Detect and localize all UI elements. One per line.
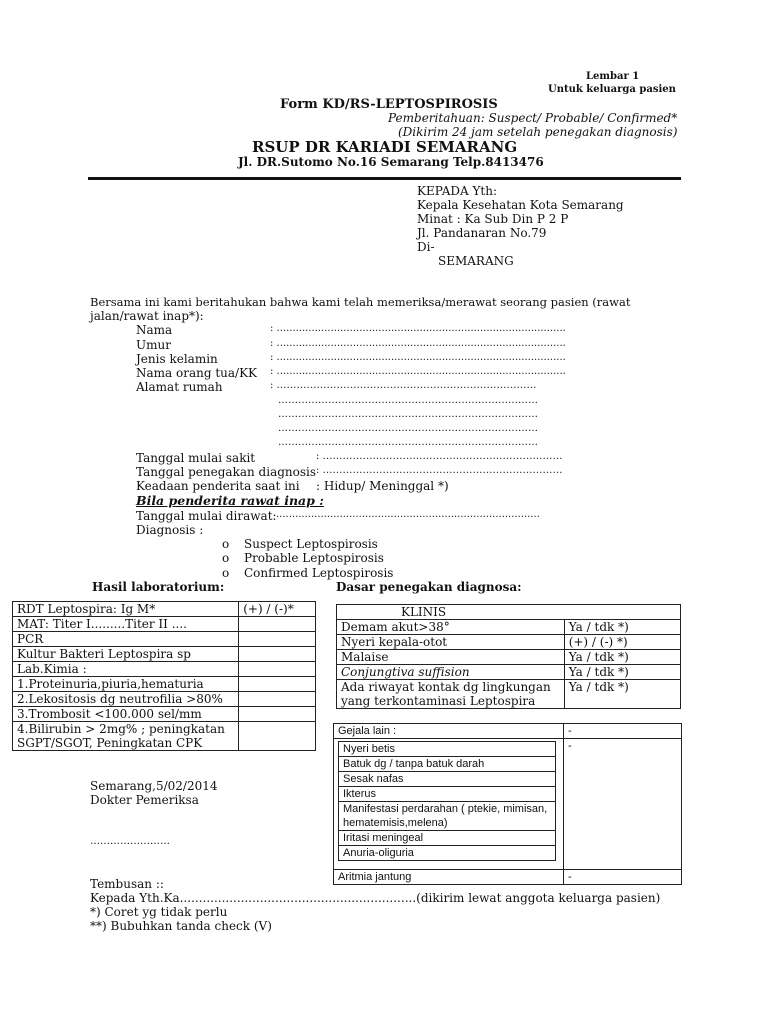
onset-field: : ………………………………………………………………	[316, 451, 563, 462]
notice-line2: (Dikirim 24 jam setelah penegakan diagnosis)	[398, 125, 678, 139]
list-item	[339, 742, 556, 757]
recipient-line4: Jl. Pandanaran No.79	[417, 226, 547, 240]
recipient-line6: SEMARANG	[438, 254, 514, 268]
place-date: Semarang,5/02/2014	[90, 779, 218, 793]
clinical-value: (+) / (-) *)	[564, 635, 680, 650]
sheet-label: Lembar 1	[586, 71, 640, 82]
signature-role: Dokter Pemeriksa	[90, 793, 199, 807]
recipient-line2: Kepala Kesehatan Kota Semarang	[417, 198, 624, 212]
table-row	[13, 707, 316, 722]
symptom-value: -	[563, 870, 681, 885]
symptom-item: Iritasi meningeal	[339, 831, 556, 846]
address-line3: ……………………………………………………………………	[278, 409, 538, 420]
footnote-1: *) Coret yg tidak perlu	[90, 905, 228, 919]
other-symptoms-header: Gejala lain :	[334, 724, 564, 739]
parent-label: Nama orang tua/KK	[136, 366, 258, 380]
address-label: Alamat rumah	[136, 380, 223, 394]
other-symptoms-header-value: -	[563, 724, 681, 739]
lab-result	[239, 692, 316, 707]
intro-line2: jalan/rawat inap*):	[90, 309, 204, 323]
clinical-value: Ya / tdk *)	[564, 620, 680, 635]
lab-table	[12, 601, 316, 751]
table-row	[337, 635, 681, 650]
lab-heading: Hasil laboratorium:	[92, 580, 225, 594]
lab-test: 1.Proteinuria,piuria,hematuria	[13, 677, 239, 692]
lab-test: 2.Lekositosis dg neutrofilia >80%	[13, 692, 239, 707]
lab-result	[239, 662, 316, 677]
lab-result	[239, 632, 316, 647]
lab-test: 3.Trombosit <100.000 sel/mm	[13, 707, 239, 722]
clinical-sign: Nyeri kepala-otot	[337, 635, 565, 650]
lab-result	[239, 647, 316, 662]
symptom-item: Anuria-oliguria	[339, 846, 556, 861]
clinical-sign: Conjungtiva suffision	[337, 665, 565, 680]
table-row	[334, 724, 682, 739]
table-row	[337, 605, 681, 620]
lab-result	[239, 617, 316, 632]
recipient-line5: Di-	[417, 240, 435, 254]
option-label: Confirmed Leptospirosis	[244, 566, 394, 580]
list-item	[339, 787, 556, 802]
footnote-2: **) Bubuhkan tanda check (V)	[90, 919, 272, 933]
hospital-address: Jl. DR.Sutomo No.16 Semarang Telp.8413476	[238, 155, 544, 169]
bullet-icon: o	[222, 566, 230, 580]
diagnosis-option	[222, 537, 378, 551]
state-label: Keadaan penderita saat ini	[136, 479, 300, 493]
klinis-table	[336, 604, 681, 709]
symptom-item: Sesak nafas	[339, 772, 556, 787]
table-row	[13, 617, 316, 632]
symptom-list	[338, 741, 556, 861]
hospital-name: RSUP DR KARIADI SEMARANG	[252, 138, 518, 156]
cc-label: Tembusan ::	[90, 877, 164, 891]
clinical-sign: Demam akut>38°	[337, 620, 565, 635]
table-row	[337, 620, 681, 635]
address-line5: ……………………………………………………………………	[278, 437, 538, 448]
clinical-sign: Ada riwayat kontak dg lingkungan yang terkontaminasi Leptospira	[337, 680, 565, 709]
other-symptoms-table	[333, 723, 682, 885]
lab-result	[239, 677, 316, 692]
symptom-list-cell	[334, 739, 564, 870]
symptom-item: Ikterus	[339, 787, 556, 802]
option-label: Probable Leptospirosis	[244, 551, 384, 565]
onset-label: Tanggal mulai sakit	[136, 451, 256, 465]
table-row	[334, 870, 682, 885]
basis-heading: Dasar penegakan diagnosa:	[336, 580, 522, 594]
sex-field: : ...........................................................................................	[270, 352, 566, 363]
table-row	[13, 662, 316, 677]
address-line2: ……………………………………………………………………	[278, 395, 538, 406]
diagnosis-label: Diagnosis :	[136, 523, 204, 537]
name-field: : ...........................................................................................	[270, 323, 566, 334]
name-label: Nama	[136, 323, 173, 337]
sex-label: Jenis kelamin	[136, 352, 218, 366]
diag-date-field: : ………………………………………………………………	[316, 465, 563, 476]
table-row	[337, 665, 681, 680]
state-field: : Hidup/ Meninggal *)	[316, 479, 449, 493]
list-item	[339, 757, 556, 772]
table-row	[337, 650, 681, 665]
table-row	[13, 722, 316, 751]
recipient-line3: Minat : Ka Sub Din P 2 P	[417, 212, 569, 226]
table-row	[13, 647, 316, 662]
symptom-item: Aritmia jantung	[334, 870, 564, 885]
symptom-item: Nyeri betis	[339, 742, 556, 757]
table-row	[337, 680, 681, 709]
table-row	[13, 677, 316, 692]
lab-result	[239, 722, 316, 751]
symptom-item: Batuk dg / tanpa batuk darah	[339, 757, 556, 772]
table-row	[334, 739, 682, 870]
sheet-note: Untuk keluarga pasien	[548, 84, 676, 95]
diagnosis-option	[222, 551, 384, 565]
address-field: : ……………………………………………………………………	[270, 380, 537, 391]
lab-test: Kultur Bakteri Leptospira sp	[13, 647, 239, 662]
list-item	[339, 831, 556, 846]
signature-blank: ……………………	[90, 836, 170, 847]
clinical-value: Ya / tdk *)	[564, 650, 680, 665]
diagnosis-option	[222, 566, 393, 580]
symptom-list-value: -	[563, 739, 681, 870]
recipient-line1: KEPADA Yth:	[417, 184, 497, 198]
bullet-icon: o	[222, 551, 230, 565]
diag-date-label: Tanggal penegakan diagnosis	[136, 465, 317, 479]
lab-test: PCR	[13, 632, 239, 647]
clinical-value: Ya / tdk *)	[564, 665, 680, 680]
clinical-value: Ya / tdk *)	[564, 680, 680, 709]
admit-field: ...................................................................................	[276, 509, 540, 520]
lab-test: Lab.Kimia :	[13, 662, 239, 677]
lab-test: RDT Leptospira: Ig M*	[13, 602, 239, 617]
list-item	[339, 772, 556, 787]
age-field: : ...........................................................................................	[270, 338, 566, 349]
age-label: Umur	[136, 338, 171, 352]
header-divider	[88, 177, 681, 180]
notice-line1: Pemberitahuan: Suspect/ Probable/ Confirmed*	[388, 111, 678, 125]
address-line4: ……………………………………………………………………	[278, 423, 538, 434]
inpatient-heading: Bila penderita rawat inap :	[136, 493, 324, 508]
parent-field: : ...........................................................................................	[270, 366, 566, 377]
intro-line1: Bersama ini kami beritahukan bahwa kami telah memeriksa/merawat seorang pasien (rawat	[90, 295, 631, 309]
bullet-icon: o	[222, 537, 230, 551]
lab-test: 4.Bilirubin > 2mg% ; peningkatan SGPT/SGOT, Peningkatan CPK	[13, 722, 239, 751]
table-row	[13, 692, 316, 707]
list-item	[339, 846, 556, 861]
clinical-sign: Malaise	[337, 650, 565, 665]
form-code: Form KD/RS-LEPTOSPIROSIS	[280, 97, 498, 112]
list-item	[339, 802, 556, 831]
klinis-header: KLINIS	[337, 605, 681, 620]
option-label: Suspect Leptospirosis	[244, 537, 378, 551]
symptom-item: Manifestasi perdarahan ( ptekie, mimisan, hematemisis,melena)	[339, 802, 556, 831]
table-row	[13, 632, 316, 647]
cc-line: Kepada Yth.Ka..............................................................(dikirim lewat anggota keluarga pasien)	[90, 891, 661, 905]
lab-test: MAT: Titer I.........Titer II ....	[13, 617, 239, 632]
table-row	[13, 602, 316, 617]
lab-result: (+) / (-)*	[239, 602, 316, 617]
lab-result	[239, 707, 316, 722]
admit-label: Tanggal mulai dirawat:	[136, 509, 277, 523]
